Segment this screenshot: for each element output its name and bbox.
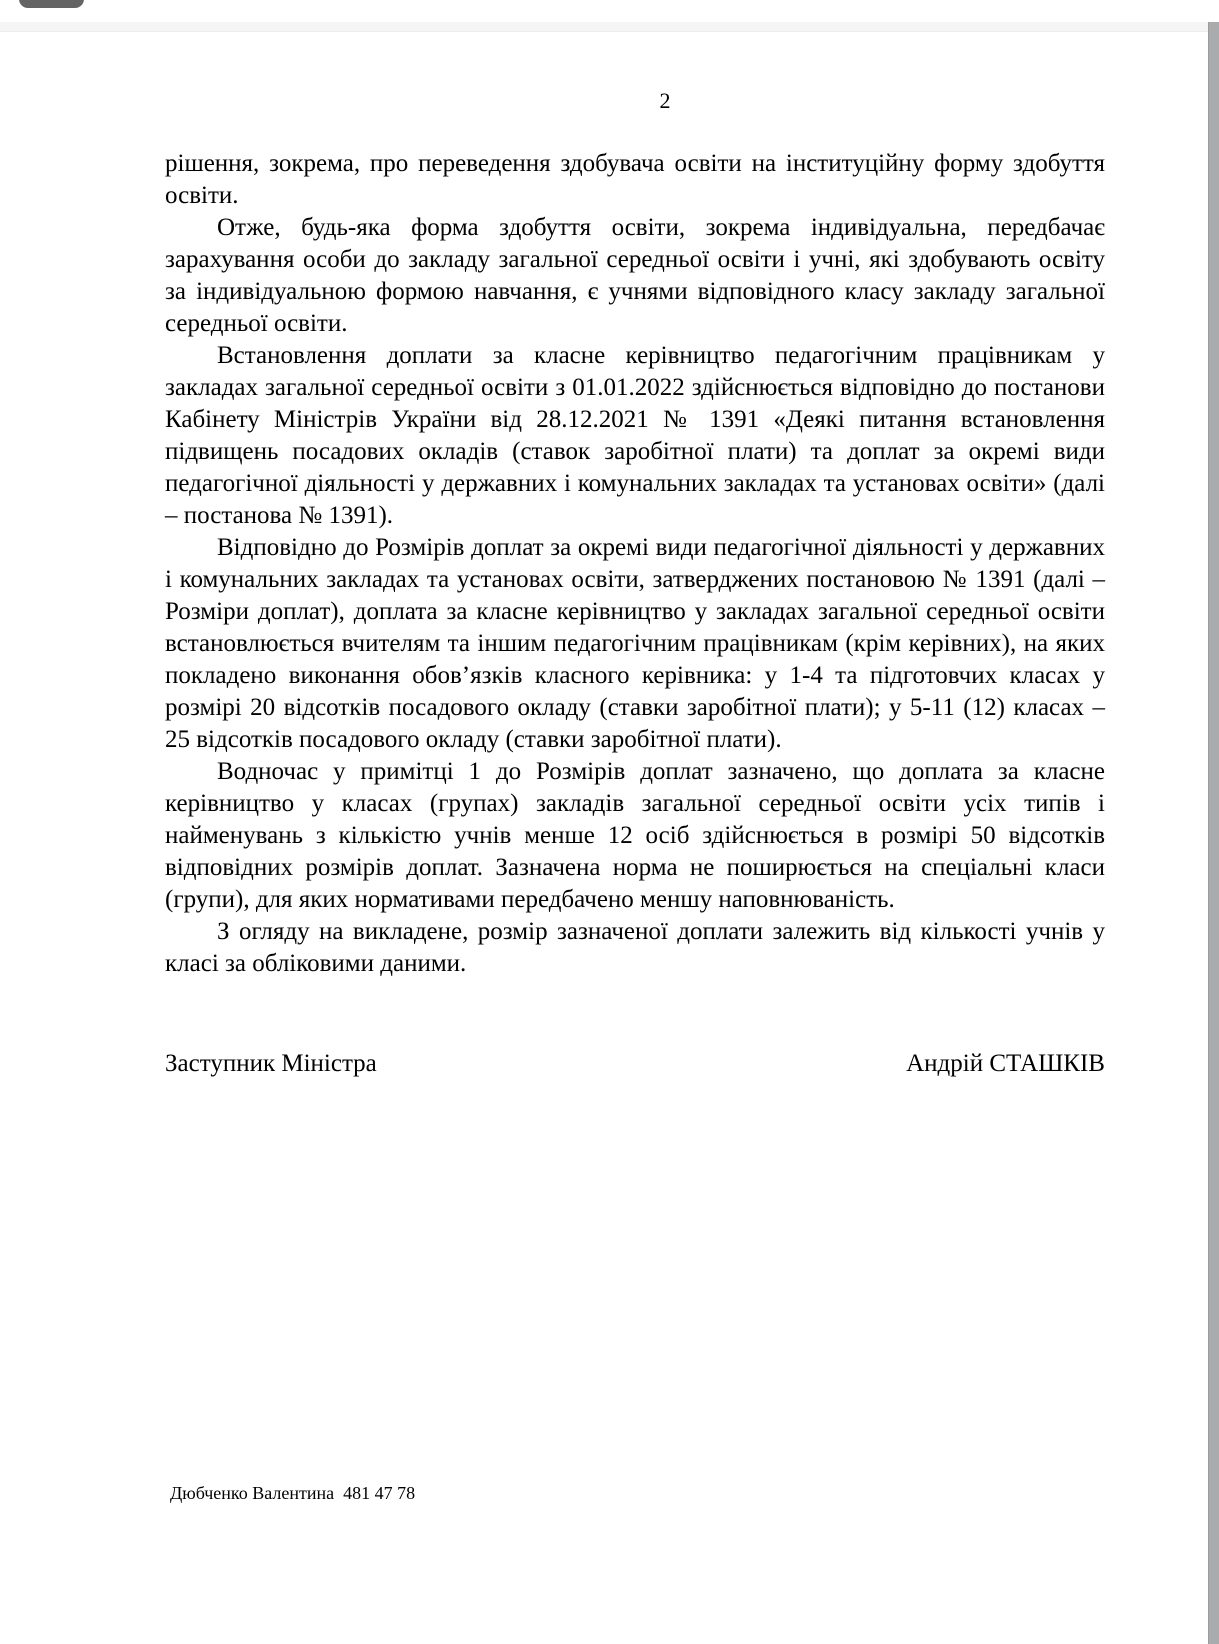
scrollbar-track[interactable] <box>1208 22 1219 1644</box>
paragraph: З огляду на викладене, розмір зазначеної доплати залежить від кількості учнів у класі за обліковими даними. <box>165 918 1105 977</box>
signer-name: Андрій СТАШКІВ <box>906 1050 1105 1077</box>
signer-position: Заступник Міністра <box>165 1050 377 1077</box>
document-body <box>165 148 1105 980</box>
toolbar-button-partial[interactable] <box>19 0 84 8</box>
page-number: 2 <box>659 88 671 113</box>
document-page <box>165 0 1105 1080</box>
paragraph-continuation: рішення, зокрема, про переведення здобувача освіти на інституційну форму здобуття освіти. <box>165 150 1105 209</box>
paragraph: Водночас у примітці 1 до Розмірів доплат зазначено, що доплата за класне керівництво у класах (групах) закладів загальної середньої освіти усіх типів і найменувань з кількістю учнів менше 12 осіб здійснюється в розмірі 50 відсотків відповідних розмірів доплат. Зазначена норма не поширюється на спеціальні класи (групи), для яких нормативами передбачено меншу наповнюваність. <box>165 758 1105 913</box>
paragraph: Встановлення доплати за класне керівництво педагогічним працівникам у закладах загальної середньої освіти з 01.01.2022 здійснюється відповідно до постанови Кабінету Міністрів України від 28.12.2021 № 1391 «Деякі питання встановлення підвищень посадових окладів (ставок заробітної плати) та доплат за окремі види педагогічної діяльності у державних і комунальних закладах та установах освіти» (далі – постанова № 1391). <box>165 342 1105 529</box>
paragraph: Отже, будь-яка форма здобуття освіти, зокрема індивідуальна, передбачає зарахування особи до закладу загальної середньої освіти і учні, які здобувають освіту за індивідуальною формою навчання, є учнями відповідного класу закладу загальної середньої освіти. <box>165 214 1105 337</box>
signature-row <box>165 1048 1105 1080</box>
executor-contact-note: Дюбченко Валентина 481 47 78 <box>170 1483 416 1503</box>
paragraph: Відповідно до Розмірів доплат за окремі види педагогічної діяльності у державних і комунальних закладах та установах освіти, затверджених постановою № 1391 (далі – Розміри доплат), доплата за класне керівництво у закладах загальної середньої освіти встановлюється вчителям та іншим педагогічним працівникам (крім керівних), на яких покладено виконання обов’язків класного керівника: у 1-4 та підготовчих класах у розмірі 20 відсотків посадового окладу (ставки заробітної плати); у 5-11 (12) класах – 25 відсотків посадового окладу (ставки заробітної плати). <box>165 534 1105 753</box>
